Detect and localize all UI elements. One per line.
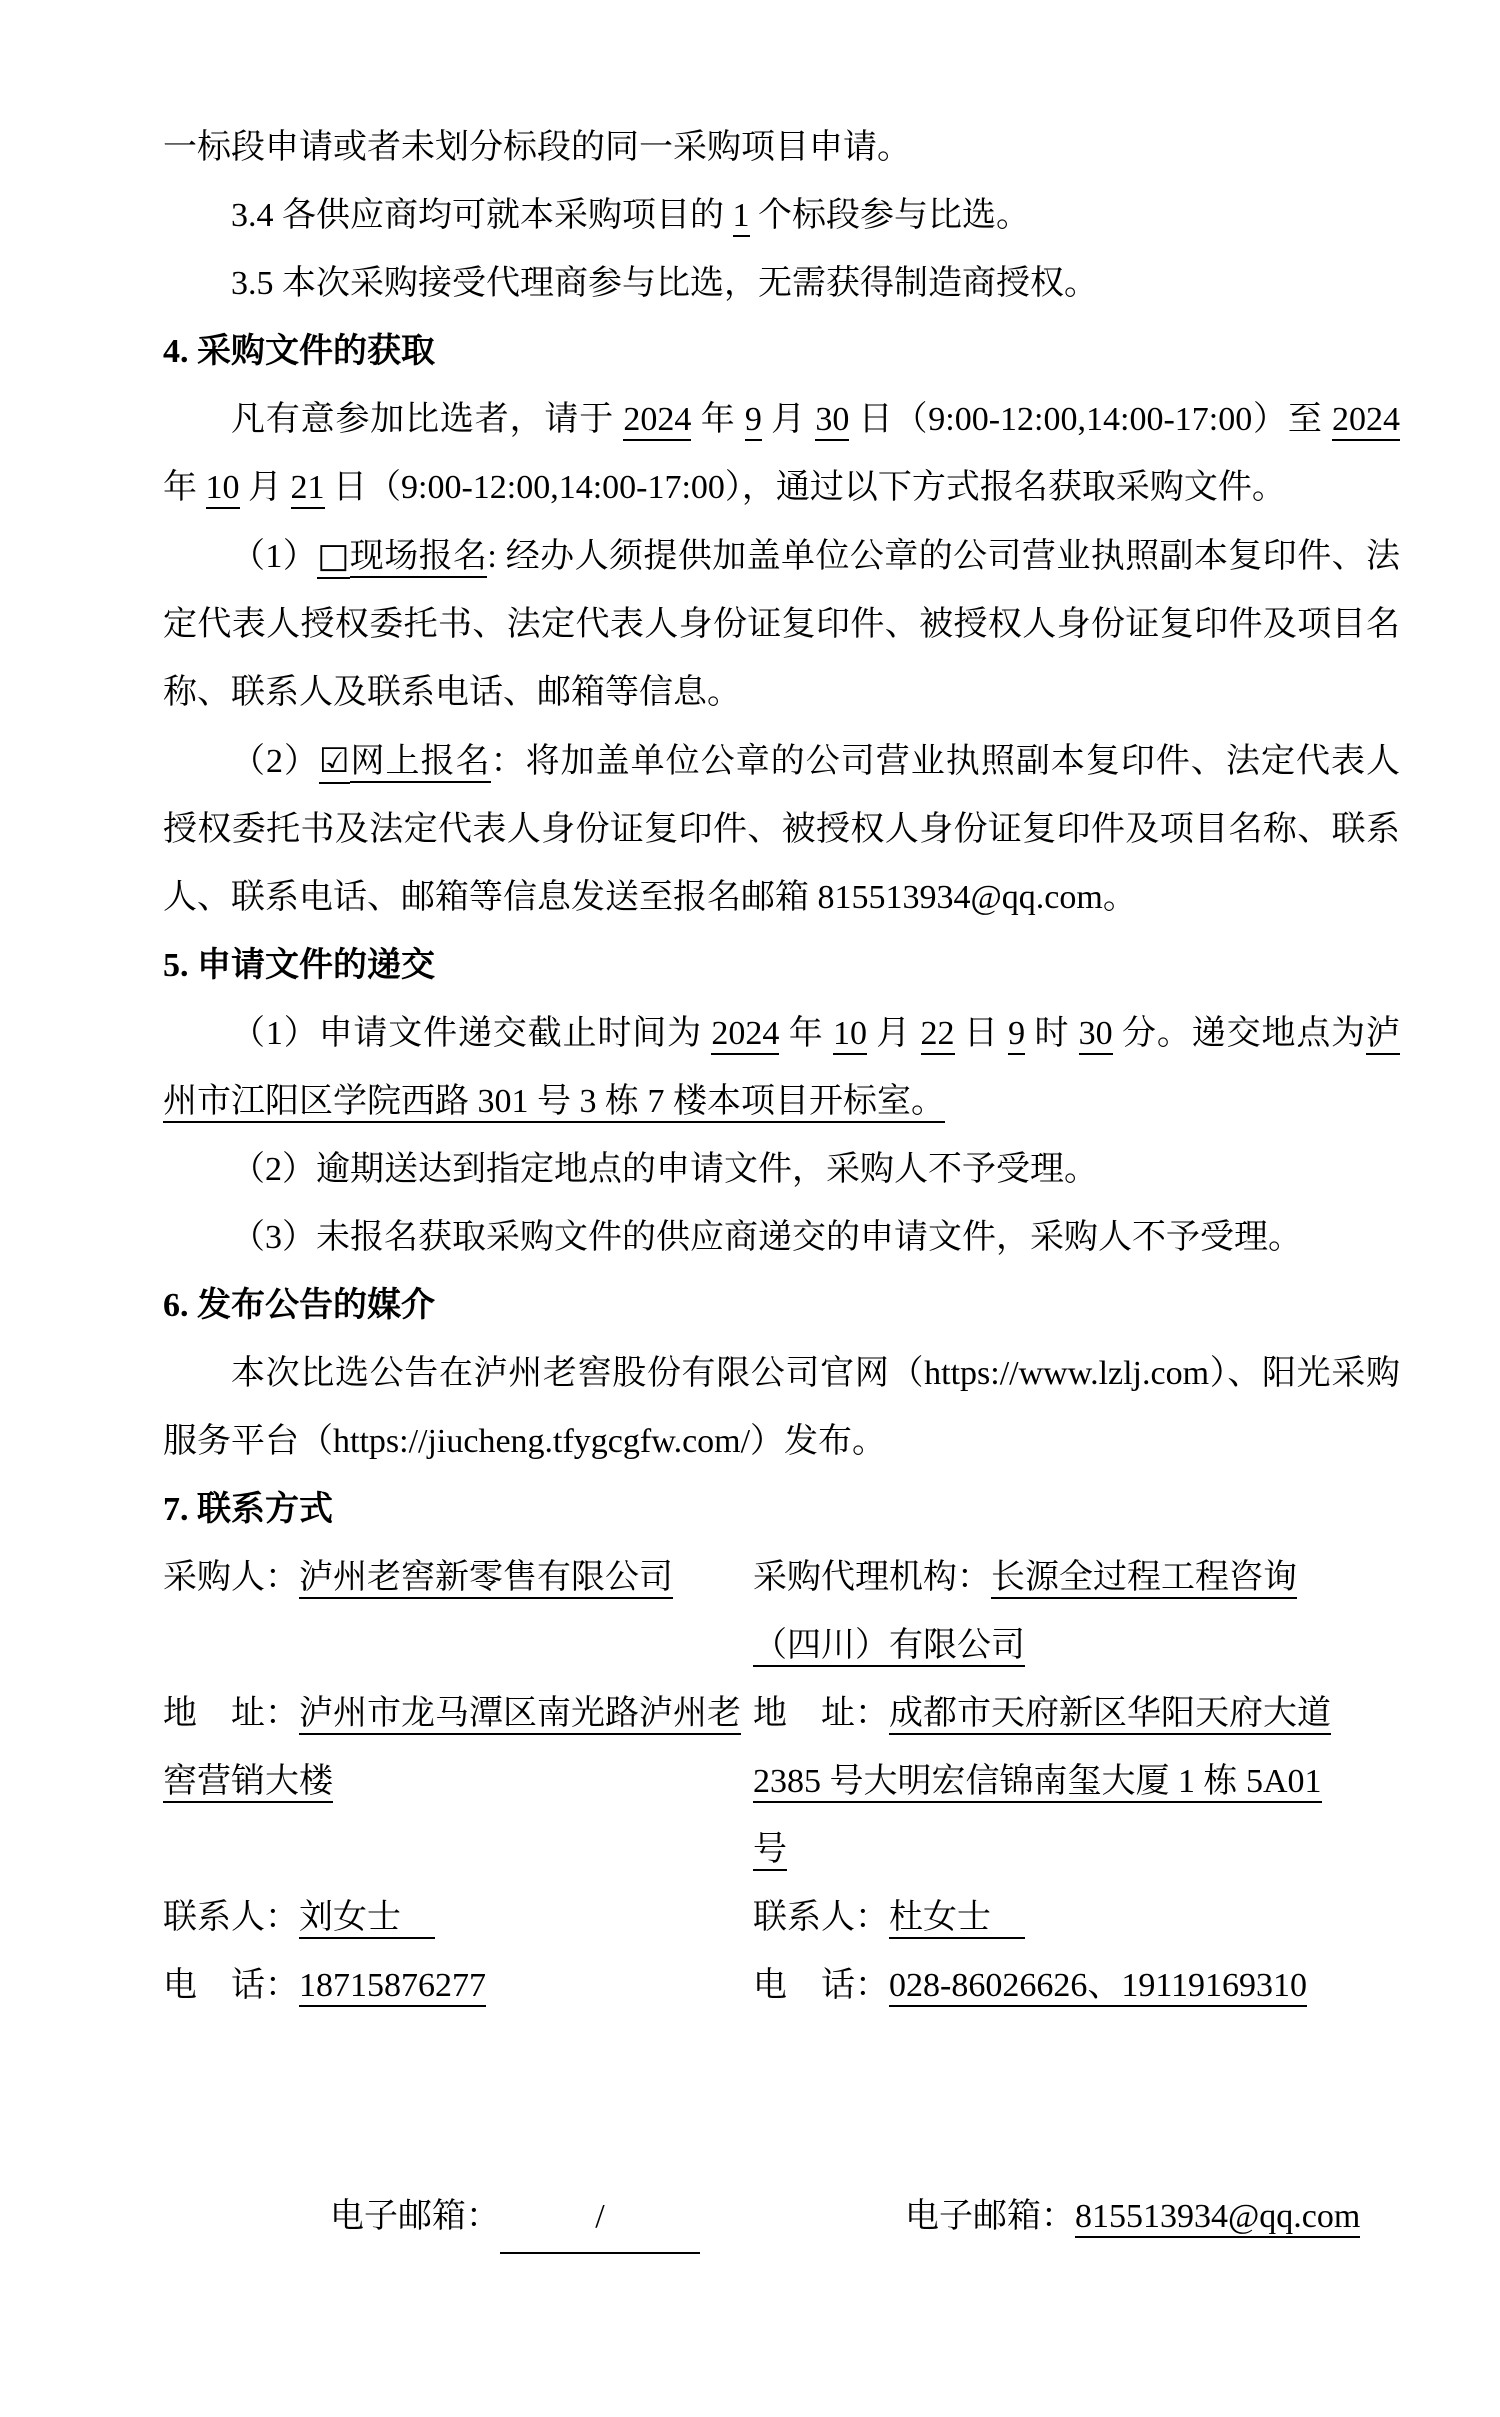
checkbox-checked-icon: ☑ [319,741,349,784]
agency-contact-person-field: 联系人：杜女士 [753,1884,1400,1952]
contact-table [163,1544,1400,2254]
paragraph-onsite-registration: （1）□现场报名: 经办人须提供加盖单位公章的公司营业执照副本复印件、法定代表人授权委托书、法定代表人身份证复印件、被授权人身份证复印件及项目名称、联系人及联系电话、邮箱等信息。 [163,536,1401,711]
paragraph-5-3: （3）未报名获取采购文件的供应商递交的申请文件，采购人不予受理。 [231,1219,1302,1256]
purchaser-address-field: 地 址：泸州市龙马潭区南光路泸州老 窖营销大楼 [163,1680,753,1884]
agency-email-field [753,2183,1400,2254]
paragraph-4-intro: 凡有意参加比选者，请于 2024 年 9 月 30 日（9:00-12:00,14:00-17:00）至 2024 年 10 月 21 日（9:00-12:00,14:00-17:00），通过以下方式报名获取采购文件。 [163,386,1400,522]
paragraph-5-2: （2）逾期送达到指定地点的申请文件，采购人不予受理。 [231,1151,1098,1188]
purchaser-field: 采购人：泸州老窖新零售有限公司 [163,1544,753,1680]
agency-email-label: 电子邮箱： [905,2198,1075,2235]
paragraph-online-registration: （2）☑网上报名：将加盖单位公章的公司营业执照副本复印件、法定代表人授权委托书及法定代表人身份证复印件、被授权人身份证复印件及项目名称、联系人、联系电话、邮箱等信息发送至报名邮箱 815513934@qq.com。 [163,741,1400,916]
paragraph-5-1-deadline: （1）申请文件递交截止时间为 2024 年 10 月 22 日 9 时 30 分。递交地点为泸州市江阳区学院西路 301 号 3 栋 7 楼本项目开标室。 [163,1000,1400,1136]
document-body [163,114,1400,2254]
section-heading-6: 6. 发布公告的媒介 [163,1287,435,1324]
agency-field: 采购代理机构：长源全过程工程咨询 （四川）有限公司 [753,1544,1400,1680]
clause-3-5: 3.5 本次采购接受代理商参与比选，无需获得制造商授权。 [231,265,1098,302]
checkbox-unchecked-icon: □ [317,536,350,579]
section-heading-4: 4. 采购文件的获取 [163,333,435,370]
section-heading-7: 7. 联系方式 [163,1491,333,1528]
clause-3-4: 3.4 各供应商均可就本采购项目的 1 个标段参与比选。 [163,182,1400,250]
agency-email-value: 815513934@qq.com [1075,2198,1360,2238]
agency-phone-field: 电 话：028-86026626、19119169310 [753,1952,1400,2020]
paragraph-continuation: 一标段申请或者未划分标段的同一采购项目申请。 [163,129,911,166]
purchaser-email-field [163,2183,753,2254]
purchaser-contact-person-field: 联系人：刘女士 [163,1884,753,1952]
purchaser-email-blank: / [500,2183,700,2254]
agency-address-field: 地 址：成都市天府新区华阳天府大道 2385 号大明宏信锦南玺大厦 1 栋 5A01 号 [753,1680,1400,1884]
paragraph-6-media: 本次比选公告在泸州老窖股份有限公司官网（https://www.lzlj.com）、阳光采购服务平台（https://jiucheng.tfygcgfw.com/）发布。 [163,1355,1400,1460]
purchaser-phone-field: 电 话：18715876277 [163,1952,753,2020]
purchaser-email-label: 电子邮箱： [330,2198,500,2235]
section-heading-5: 5. 申请文件的递交 [163,947,435,984]
